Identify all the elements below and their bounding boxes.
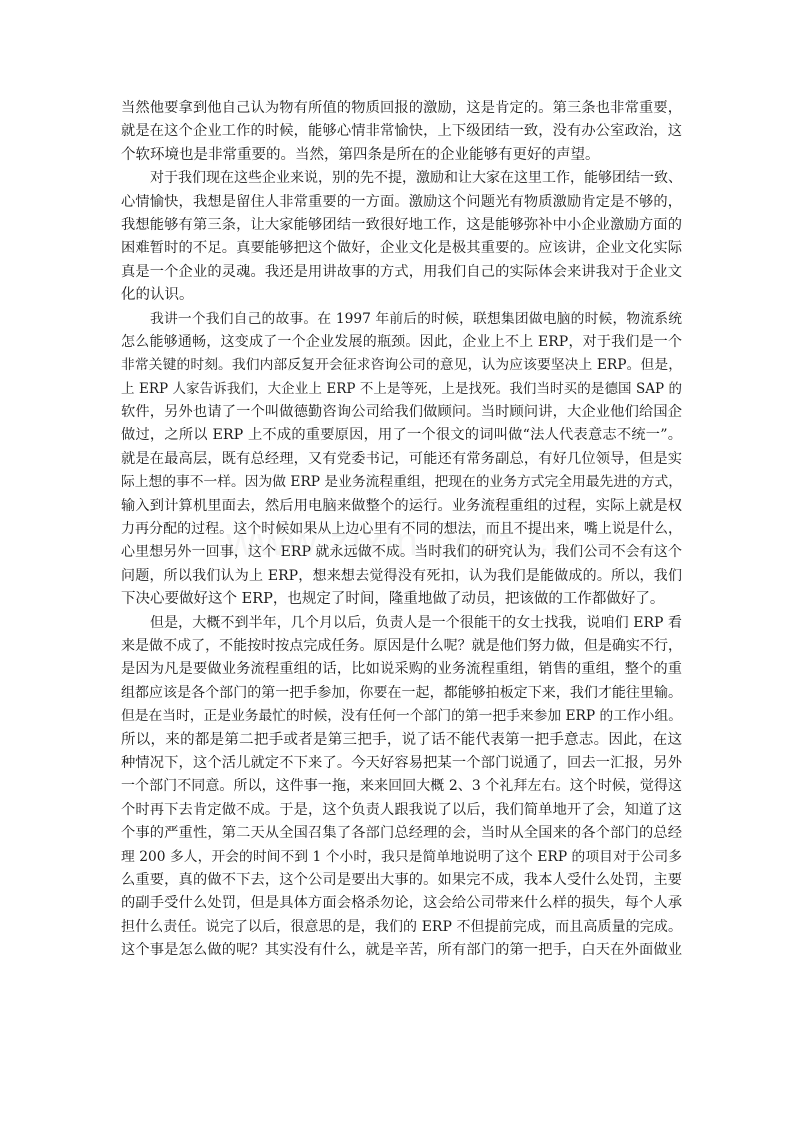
text-line: 上 ERP 人家告诉我们，大企业上 ERP 不上是等死，上是找死。我们当时买的是德国 SAP 的: [121, 380, 682, 397]
text-line: 困难暂时的不足。真要能够把这个做好，企业文化是极其重要的。应该讲，企业文化实际: [121, 240, 682, 257]
text-line: 就是在这个企业工作的时候，能够心情非常愉快，上下级团结一致，没有办公室政治，这: [121, 123, 682, 140]
text-line: 个事的严重性，第二天从全国召集了各部门总经理的会，当时从全国来的各个部门的总经: [121, 825, 682, 842]
text-line: 是因为凡是要做业务流程重组的话，比如说采购的业务流程重组，销售的重组，整个的重: [121, 661, 682, 678]
text-line: 真是一个企业的灵魂。我还是用讲故事的方式，用我们自己的实际体会来讲我对于企业文: [121, 263, 682, 280]
text-line: 软件，另外也请了一个叫做德勤咨询公司给我们做顾问。当时顾问讲，大企业他们给国企: [121, 404, 682, 421]
text-line: 我讲一个我们自己的故事。在 1997 年前后的时候，联想集团做电脑的时候，物流系统: [150, 310, 682, 327]
text-line: 但是在当时，正是业务最忙的时候，没有任何一个部门的第一把手来参加 ERP 的工作小组。: [121, 708, 682, 725]
text-line: 种情况下，这个活儿就定不下来了。今天好容易把某一个部门说通了，回去一汇报，另外: [121, 754, 682, 771]
text-line: 一个部门不同意。所以，这件事一拖，来来回回大概 2、3 个礼拜左右。这个时候，觉得这: [121, 778, 682, 795]
text-line: 组都应该是各个部门的第一把手参加，你要在一起，都能够拍板定下来，我们才能往里输。: [121, 684, 682, 701]
text-line: 理 200 多人，开会的时间不到 1 个小时，我只是简单地说明了这个 ERP 的项目对于公司多: [121, 848, 682, 865]
text-line: 输入到计算机里面去，然后用电脑来做整个的运行。业务流程重组的过程，实际上就是权: [121, 497, 682, 514]
text-line: 做过，之所以 ERP 上不成的重要原因，用了一个很文的词叫做“法人代表意志不统一”。: [121, 427, 682, 444]
text-line: 个时再下去肯定做不成。于是，这个负责人跟我说了以后，我们简单地开了会，知道了这: [121, 801, 682, 818]
text-line: 这个事是怎么做的呢？其实没有什么，就是辛苦，所有部门的第一把手，白天在外面做业: [121, 942, 682, 959]
text-line: 所以，来的都是第二把手或者是第三把手，说了话不能代表第一把手意志。因此，在这: [121, 731, 682, 748]
document-body: [121, 97, 682, 962]
text-line: 心里想另外一回事，这个 ERP 就永远做不成。当时我们的研究认为，我们公司不会有这个: [121, 544, 682, 561]
text-line: 非常关键的时刻。我们内部反复开会征求咨询公司的意见，认为应该要坚决上 ERP。但是，: [121, 357, 682, 374]
text-line: 但是，大概不到半年，几个月以后，负责人是一个很能干的女士找我，说咱们 ERP 看: [150, 614, 682, 631]
text-line: 力再分配的过程。这个时候如果从上边心里有不同的想法，而且不提出来，嘴上说是什么，: [121, 521, 682, 538]
text-line: 个软环境也是非常重要的。当然，第四条是所在的企业能够有更好的声望。: [121, 146, 600, 163]
text-line: 问题，所以我们认为上 ERP，想来想去觉得没有死扣，认为我们是能做成的。所以，我们: [121, 567, 682, 584]
text-line: 际上想的事不一样。因为做 ERP 是业务流程重组，把现在的业务方式完全用最先进的方式，: [121, 474, 682, 491]
text-line: 当然他要拿到他自己认为物有所值的物质回报的激励，这是肯定的。第三条也非常重要，: [121, 100, 682, 116]
text-line: 就是在最高层，既有总经理，又有党委书记，可能还有常务副总，有好几位领导，但是实: [121, 450, 682, 467]
text-line: 担什么责任。说完了以后，很意思的是，我们的 ERP 不但提前完成，而且高质量的完成。: [121, 918, 682, 935]
text-line: 怎么能够通畅，这变成了一个企业发展的瓶颈。因此，企业上不上 ERP，对于我们是一个: [121, 333, 682, 350]
text-line: 对于我们现在这些企业来说，别的先不提，激励和让大家在这里工作，能够团结一致、: [150, 170, 682, 187]
text-line: 化的认识。: [121, 287, 194, 304]
text-line: 下决心要做好这个 ERP，也规定了时间，隆重地做了动员，把该做的工作都做好了。: [121, 591, 665, 608]
text-line: 我想能够有第三条，让大家能够团结一致很好地工作，这是能够弥补中小企业激励方面的: [121, 216, 682, 233]
text-line: 心情愉快，我想是留住人非常重要的一方面。激励这个问题光有物质激励肯定是不够的，: [121, 193, 682, 210]
text-line: 来是做不成了，不能按时按点完成任务。原因是什么呢？就是他们努力做，但是确实不行，: [121, 637, 682, 654]
text-line: 的副手受什么处罚，但是具体方面会格杀勿论，这会给公司带来什么样的损失，每个人承: [121, 895, 682, 912]
text-line: 么重要，真的做不下去，这个公司是要出大事的。如果完不成，我本人受什么处罚，主要: [121, 871, 682, 888]
